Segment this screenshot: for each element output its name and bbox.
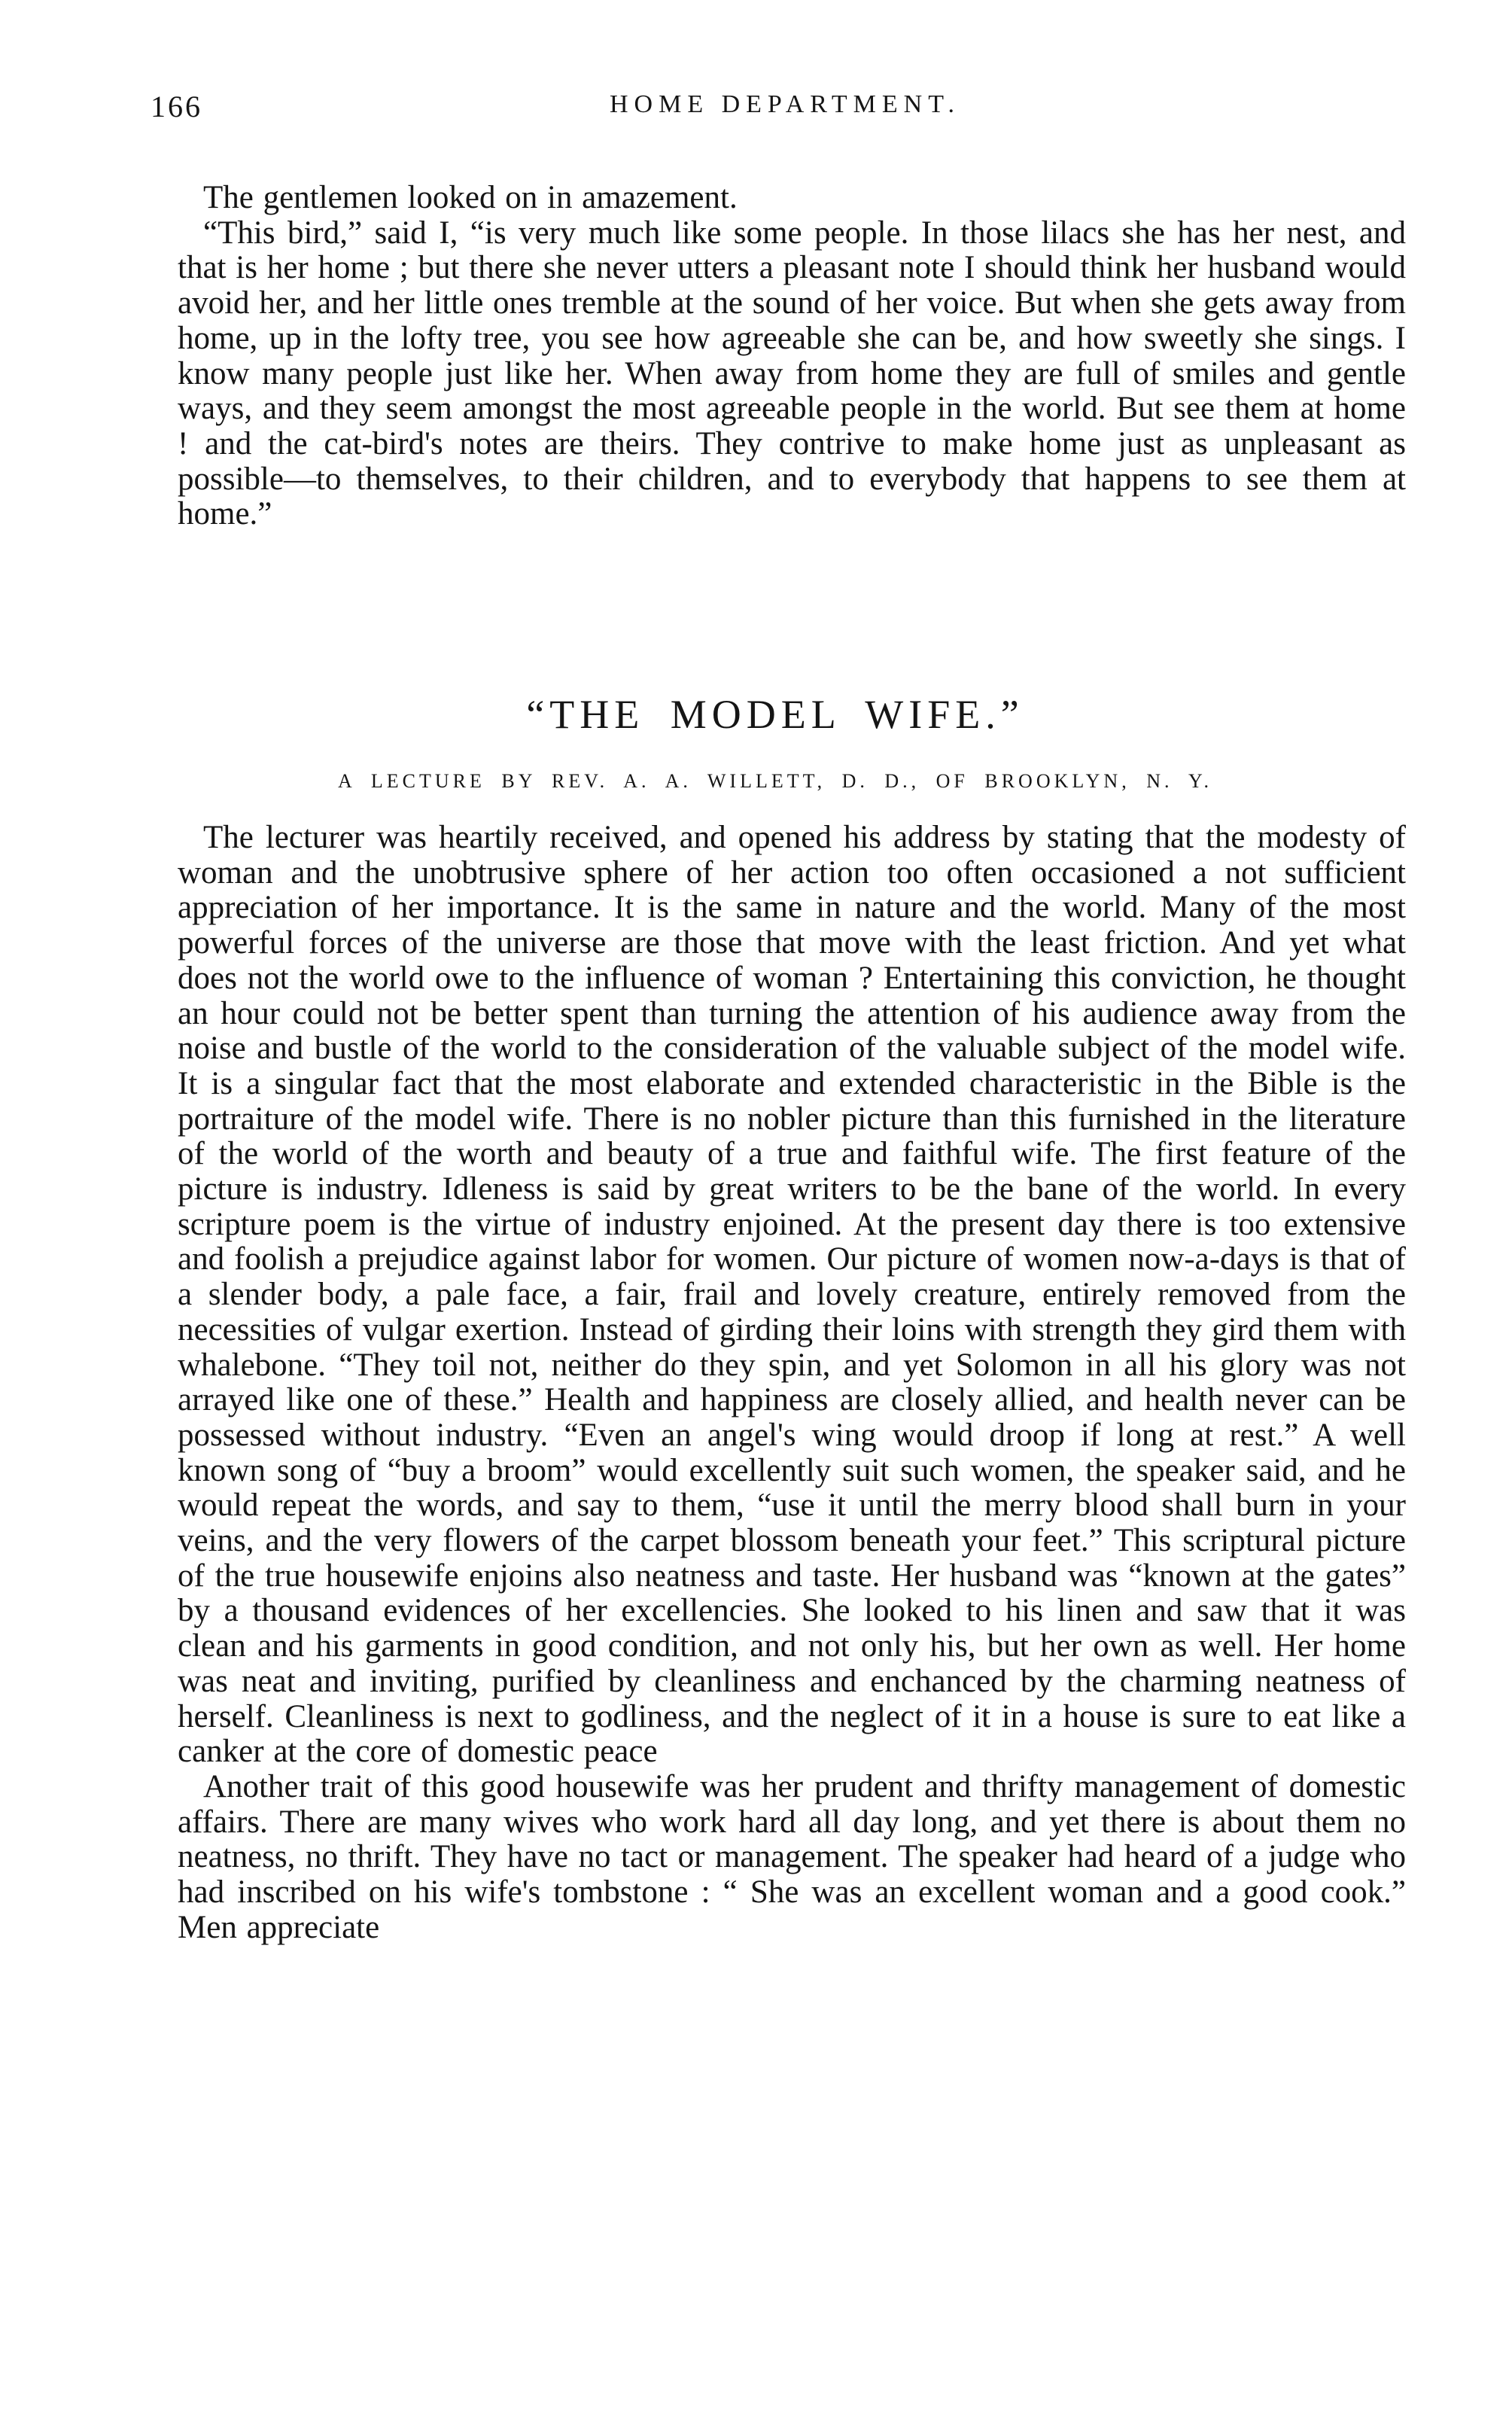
article-paragraph: The lecturer was heartily received, and opened his address by stating that the modesty of woman and the unobtrusive sphere of her action too often occasioned a not sufficient appreciation of her importance. It is the same in nature and the world. Many of the most powerful forces of the universe are those that move with the least friction. And yet what does not the world owe to the influence of woman ? Entertaining this conviction, he thought an hour could not be better spent than turning the attention of his audience away from the noise and bustle of the world to the consideration of the valuable subject of the model wife. It is a singular fact that the most elaborate and extended characteristic in the Bible is the portraiture of the model wife. There is no nobler picture than this furnished in the literature of the world of the worth and beauty of a true and faithful wife. The first feature of the picture is industry. Idleness is said by great writers to be the bane of the world. In every scripture poem is the virtue of industry enjoined. At the present day there is too extensive and foolish a prejudice against labor for women. Our picture of women now-a-days is that of a slender body, a pale face, a fair, frail and lovely creature, entirely removed from the necessities of vulgar exertion. Instead of girding their loins with strength they gird them with whalebone. “They toil not, neither do they spin, and yet Solomon in all his glory was not arrayed like one of these.” Health and happiness are closely allied, and health never can be possessed without industry. “Even an angel's wing would droop if long at rest.” A well known song of “buy a broom” would excellently suit such women, the speaker said, and he would repeat the words, and say to them, “use it until the merry blood shall burn in your veins, and the very flowers of the carpet blossom beneath your feet.” This scriptural picture of the true housewife enjoins also neatness and taste. Her husband was “known at the gates” by a thousand evidences of her excellencies. She looked to his linen and saw that it was clean and his garments in good condition, and not only his, but her own as well. Her home was neat and inviting, purified by cleanliness and enchanced by the charming neatness of herself. Cleanliness is next to godliness, and the neglect of it in a house is sure to eat like a canker at the core of domestic peace bbox=[178, 820, 1406, 1770]
page-number: 166 bbox=[151, 90, 202, 123]
article-title: “THE MODEL WIFE.” bbox=[526, 692, 1024, 737]
article-subtitle: A LECTURE BY REV. A. A. WILLETT, D. D., OF BROOKLYN, N. Y. bbox=[338, 770, 1212, 792]
article-paragraph: Another trait of this good housewife was her prudent and thrifty management of domestic affairs. There are many wives who work hard all day long, and yet there is about them no neatness, no thrift. They have no tact or management. The speaker had heard of a judge who had inscribed on his wife's tombstone : “ She was an excellent woman and a good cook.” Men appreciate bbox=[178, 1768, 1406, 1945]
intro-section bbox=[178, 181, 1406, 532]
intro-paragraph: The gentlemen looked on in amazement. bbox=[203, 180, 738, 215]
article-body bbox=[178, 821, 1406, 1946]
page-header bbox=[151, 89, 1310, 134]
running-head: HOME DEPARTMENT. bbox=[610, 90, 960, 118]
intro-paragraph: “This bird,” said I, “is very much like some people. In those lilacs she has her nest, and that is her home ; but there she never utters a pleasant note I should think her husband would avoid her, and her little ones tremble at the sound of her voice. But when she gets away from home, up in the lofty tree, you see how agreeable she can be, and how sweetly she sings. I know many people just like her. When away from home they are full of smiles and gentle ways, and they seem amongst the most agreeable people in the world. But see them at home ! and the cat-bird's notes are theirs. They contrive to make home just as unpleasant as possible—to themselves, to their children, and to everybody that happens to see them at home.” bbox=[178, 215, 1406, 532]
